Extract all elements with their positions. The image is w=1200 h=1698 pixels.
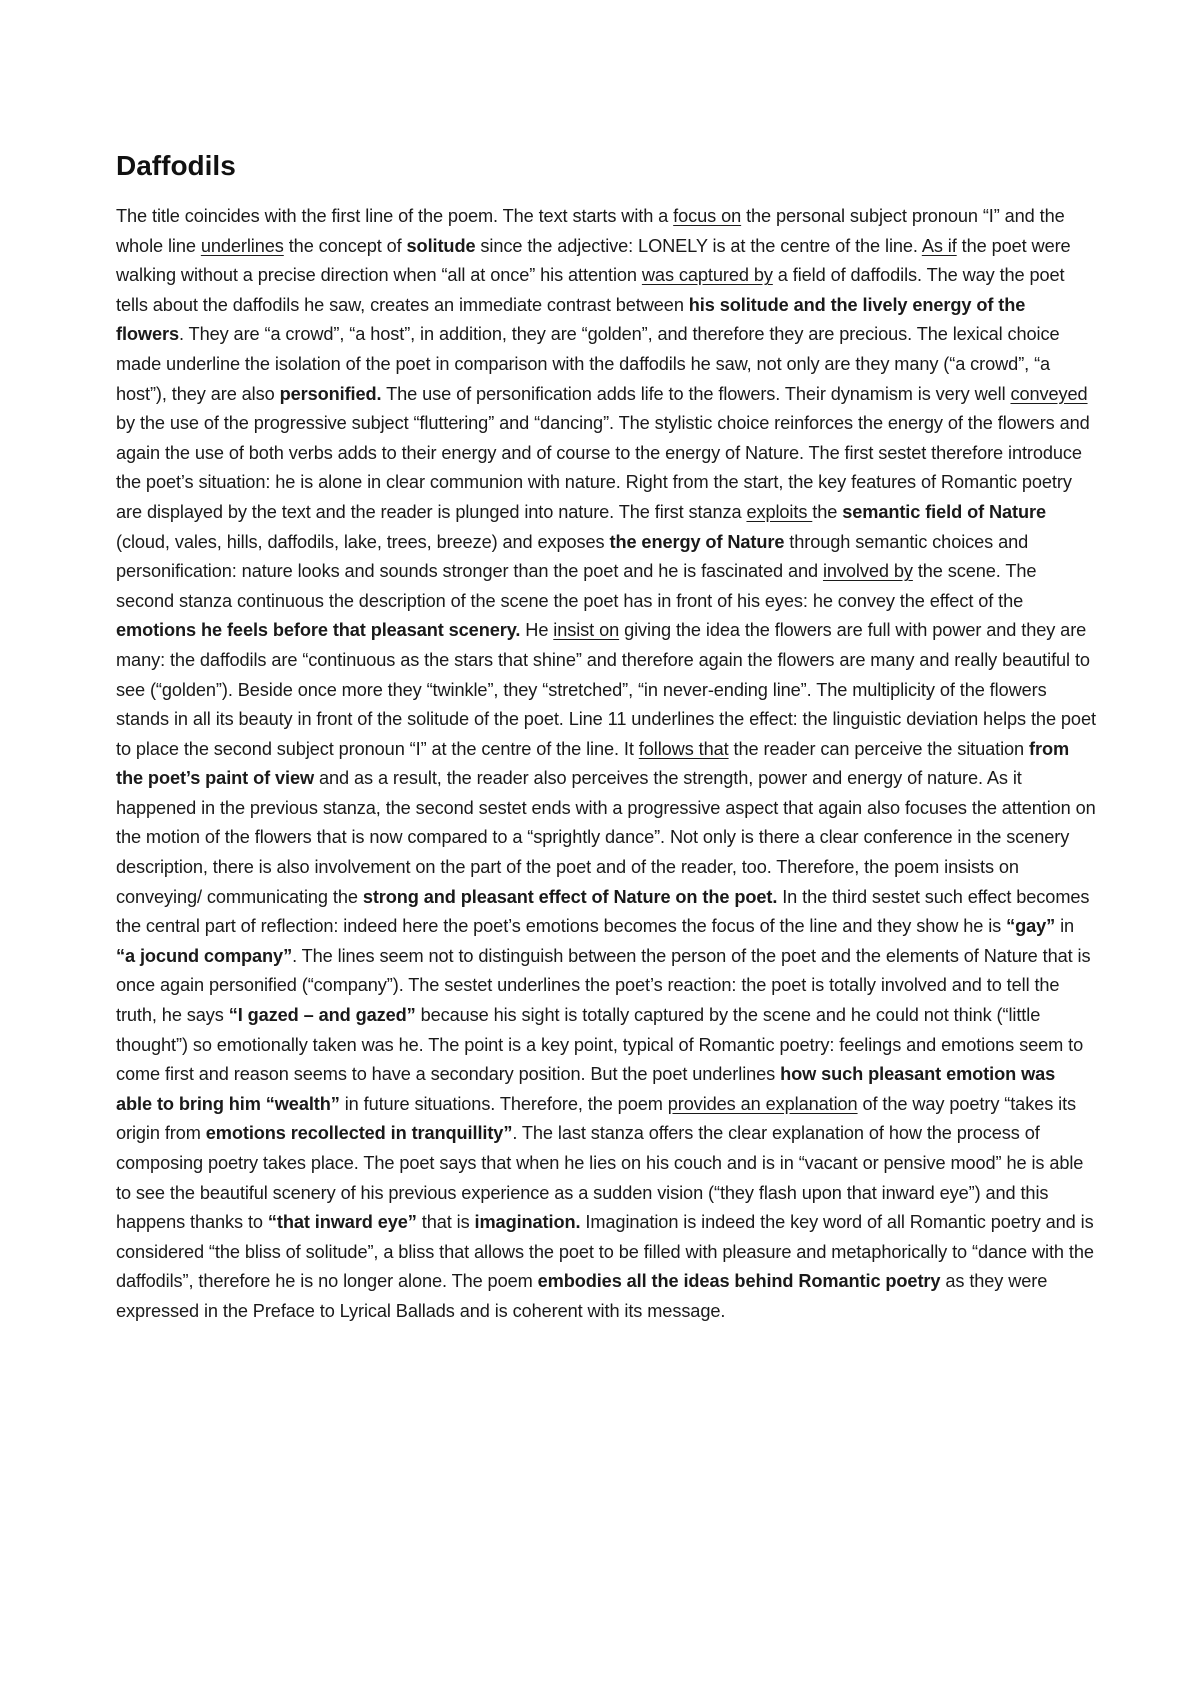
text-run: of the way poetry “takes its origin from xyxy=(116,1093,1077,1144)
bold-phrase: “I gazed – and gazed” xyxy=(228,1005,416,1026)
bold-phrase: how such pleasant emotion was able to bring him “wealth” xyxy=(116,1064,1056,1114)
bold-phrase: imagination. xyxy=(474,1212,581,1233)
underlined-phrase: involved by xyxy=(822,561,913,582)
underlined-phrase: follows that xyxy=(638,738,729,759)
text-run: a field of daffodils. The way the poet tells about the daffodils he saw, creates an immediate contrast between xyxy=(116,265,1065,315)
text-run: that is xyxy=(416,1212,475,1233)
bold-phrase: emotions recollected in tranquillity” xyxy=(205,1123,513,1144)
text-run: since the adjective: LONELY is at the centre of the line. xyxy=(475,235,922,256)
text-run: as they were expressed in the Preface to Lyrical Ballads and is coherent with its message. xyxy=(116,1271,1048,1321)
bold-phrase: semantic field of Nature xyxy=(842,501,1046,522)
text-run: The use of personification adds life to the flowers. Their dynamism is very well xyxy=(381,383,1011,404)
text-run: Imagination is indeed the key word of all Romantic poetry and is considered “the bliss of solitude”, a bliss that allows the poet to be filled with pleasure and metaphorically to “dance with the daffodils”, therefore he is no longer alone. The poem xyxy=(116,1212,1094,1292)
text-run: the reader can perceive the situation xyxy=(728,738,1030,759)
text-run: . The last stanza offers the clear explanation of how the process of composing poetry takes place. The poet says that when he lies on his couch and is in “vacant or pensive mood” he is able to see the beautiful scenery of his previous experience as a sudden vision (“they flash upon that inward eye”) and this happens thanks to xyxy=(116,1123,1084,1233)
document-page xyxy=(116,148,1096,1327)
bold-phrase: his solitude and the lively energy of the flowers xyxy=(116,294,1026,345)
text-run: giving the idea the flowers are full with power and they are many: the daffodils are “continuous as the stars that shine” and therefore again the flowers are many and really beautiful to see (“golden”). Beside once more they “twinkle”, they “stretched”, “in never-ending line”. The multiplicity of the flowers stands in all its beauty in front of the solitude of the poet. Line 11 underlines the effect: the linguistic deviation helps the poet to place the second subject pronoun “I” at the centre of the line. It xyxy=(116,620,1096,759)
text-run: by the use of the progressive subject “fluttering” and “dancing”. The stylistic choice reinforces the energy of the flowers and again the use of both verbs adds to their energy and of course to the energy of Nature. The first sestet therefore introduce the poet’s situation: he is alone in clear communion with nature. Right from the start, the key features of Romantic poetry are displayed by the text and the reader is plunged into nature. The first stanza xyxy=(116,413,1090,522)
text-run: . The lines seem not to distinguish between the person of the poet and the elements of Nature that is once again personified (“company”). The sestet underlines the poet’s reaction: the poet is totally involved and to tell the truth, he says xyxy=(116,945,1091,1026)
bold-phrase: from the poet’s paint of view xyxy=(116,738,1070,789)
bold-phrase: emotions he feels before that pleasant scenery. xyxy=(116,620,521,641)
underlined-phrase: was captured by xyxy=(641,265,773,286)
text-run: The title coincides with the first line of the poem. The text starts with a xyxy=(116,206,674,226)
text-run: the poet were walking without a precise direction when “all at once” his attention xyxy=(116,235,1071,286)
text-run: the concept of xyxy=(283,235,407,256)
bold-phrase: embodies all the ideas behind Romantic poetry xyxy=(537,1271,941,1292)
text-run: in xyxy=(1055,916,1075,937)
text-run: (cloud, vales, hills, daffodils, lake, trees, breeze) and exposes xyxy=(116,531,610,552)
text-run: the xyxy=(812,501,843,522)
underlined-phrase: exploits xyxy=(746,501,813,522)
bold-phrase: solitude xyxy=(406,235,476,256)
bold-phrase: “a jocund company” xyxy=(116,945,293,966)
underlined-phrase: provides an explanation xyxy=(667,1093,858,1114)
document-body xyxy=(116,202,1096,1327)
text-run: the personal subject pronoun “I” and the whole line xyxy=(116,206,1065,256)
text-run: in future situations. Therefore, the poem xyxy=(339,1093,668,1114)
text-run: and as a result, the reader also perceives the strength, power and energy of nature. As it happened in the previous stanza, the second sestet ends with a progressive aspect that again also focuses the attention on the motion of the flowers that is now compared to a “sprightly dance”. Not only is there a clear conference in the scenery description, there is also involvement on the part of the poet and of the reader, too. Therefore, the poem insists on conveying/ communicating the xyxy=(116,768,1096,907)
bold-phrase: personified. xyxy=(279,383,382,404)
underlined-phrase: conveyed xyxy=(1010,383,1088,404)
text-run: because his sight is totally captured by the scene and he could not think (“little thought”) so emotionally taken was he. The point is a key point, typical of Romantic poetry: feelings and emotions seem to come first and reason seems to have a secondary position. But the poet underlines xyxy=(116,1005,1084,1085)
text-run: In the third sestet such effect becomes the central part of reflection: indeed here the poet’s emotions becomes the focus of the line and they show he is xyxy=(116,886,1090,937)
underlined-phrase: As if xyxy=(921,235,957,256)
bold-phrase: strong and pleasant effect of Nature on the poet. xyxy=(362,886,778,907)
underlined-phrase: insist on xyxy=(553,620,620,641)
bold-phrase: “gay” xyxy=(1006,916,1056,937)
text-run: . They are “a crowd”, “a host”, in addition, they are “golden”, and therefore they are precious. The lexical choice made underline the isolation of the poet in comparison with the daffodils he saw, not only are they many (“a crowd”, “a host”), they are also xyxy=(116,324,1060,404)
text-run: through semantic choices and personification: nature looks and sounds stronger than the poet and he is fascinated and xyxy=(116,531,1029,582)
document-title: Daffodils xyxy=(116,150,236,181)
underlined-phrase: focus on xyxy=(673,206,742,226)
text-run: the scene. The second stanza continuous the description of the scene the poet has in front of his eyes: he convey the effect of the xyxy=(116,561,1037,611)
text-run: He xyxy=(520,620,554,641)
bold-phrase: the energy of Nature xyxy=(609,531,785,552)
underlined-phrase: underlines xyxy=(200,235,284,256)
bold-phrase: “that inward eye” xyxy=(267,1212,417,1233)
